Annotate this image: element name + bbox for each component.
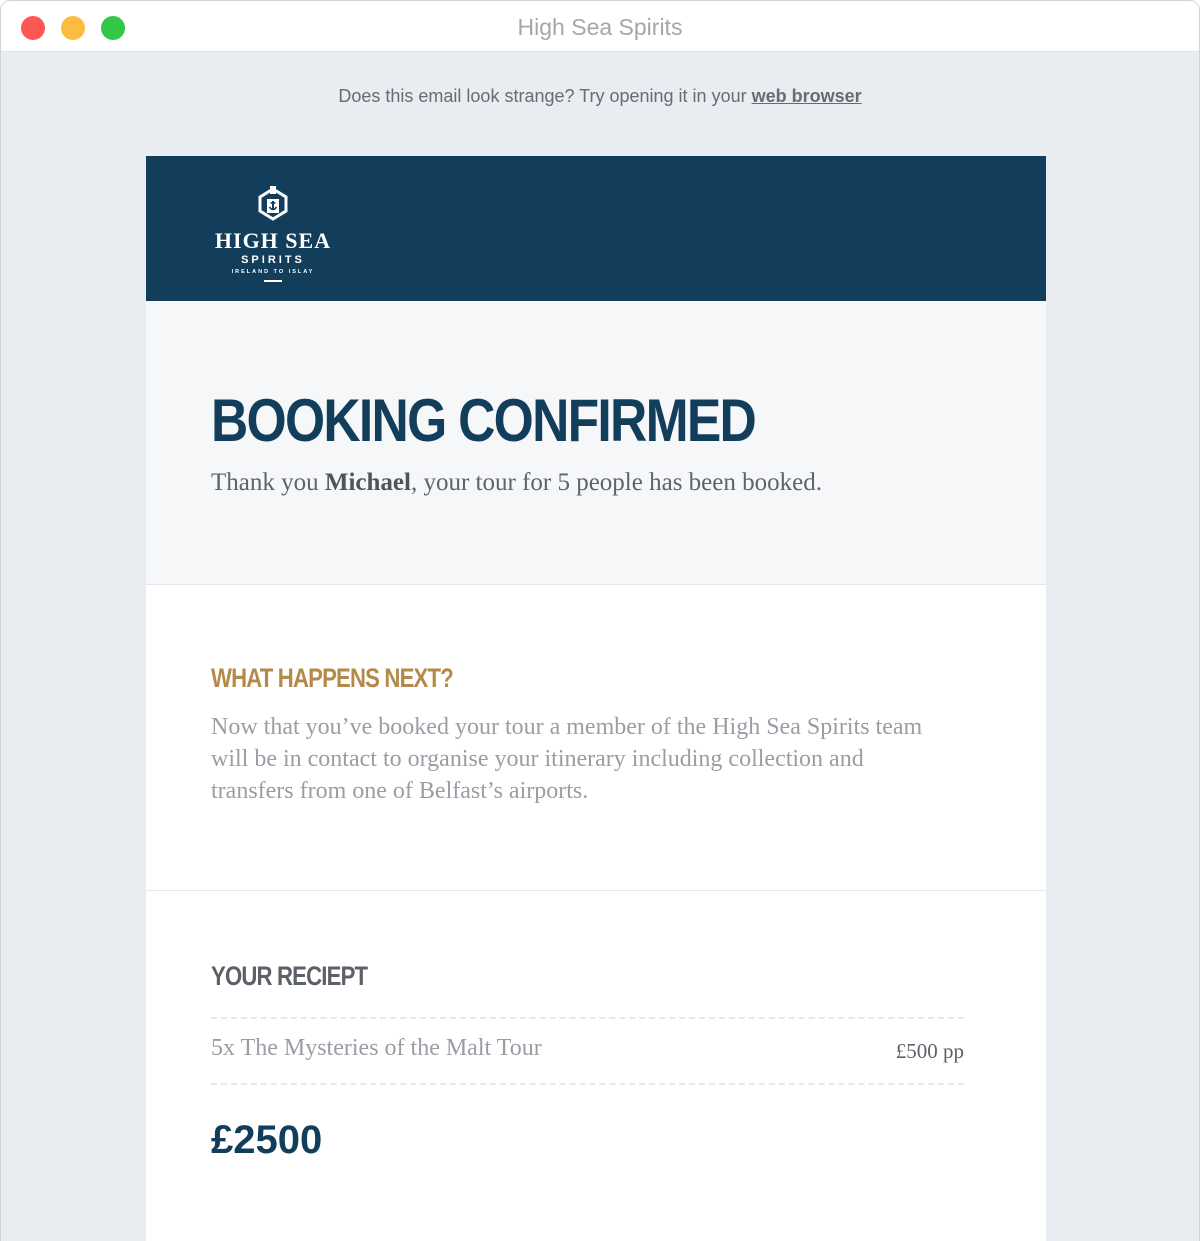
bottle-emblem-icon <box>253 184 293 224</box>
email-header <box>146 156 1046 301</box>
what-happens-next-section <box>146 585 1046 891</box>
logo-subtitle: SPIRITS <box>241 254 305 266</box>
logo-underline <box>264 280 282 282</box>
brand-logo[interactable] <box>204 184 342 289</box>
receipt-total: £2500 <box>211 1118 323 1162</box>
window-titlebar <box>1 1 1199 52</box>
confirmation-message <box>211 469 822 497</box>
receipt-line-item <box>211 1017 964 1085</box>
next-body-text: Now that you’ve booked your tour a member of the High Sea Spirits team will be in contact to organise your itinerary including collection and transfers from one of Belfast’s airports. <box>211 714 923 804</box>
next-heading: WHAT HAPPENS NEXT? <box>211 663 453 693</box>
web-browser-link[interactable]: web browser <box>751 86 862 106</box>
confirmation-text-lead: Thank you <box>211 469 325 496</box>
receipt-section <box>146 891 1046 1241</box>
receipt-heading: YOUR RECIEPT <box>211 961 368 991</box>
customer-name: Michael <box>324 469 411 496</box>
confirmation-text-rest: , your tour for 5 people has been booked. <box>410 469 822 496</box>
preheader <box>1 86 1199 107</box>
receipt-item-name: 5x The Mysteries of the Malt Tour <box>211 1035 542 1061</box>
page-title: BOOKING CONFIRMED <box>211 387 756 454</box>
window-title: High Sea Spirits <box>517 14 683 40</box>
booking-confirmation-section <box>146 301 1046 585</box>
email-body <box>146 156 1046 1241</box>
preheader-text: Does this email look strange? Try opening it in your <box>338 86 752 106</box>
receipt-item-price: £500 pp <box>895 1039 964 1063</box>
logo-tagline: IRELAND TO ISLAY <box>231 269 315 275</box>
logo-wordmark: HIGH SEA <box>214 228 332 253</box>
